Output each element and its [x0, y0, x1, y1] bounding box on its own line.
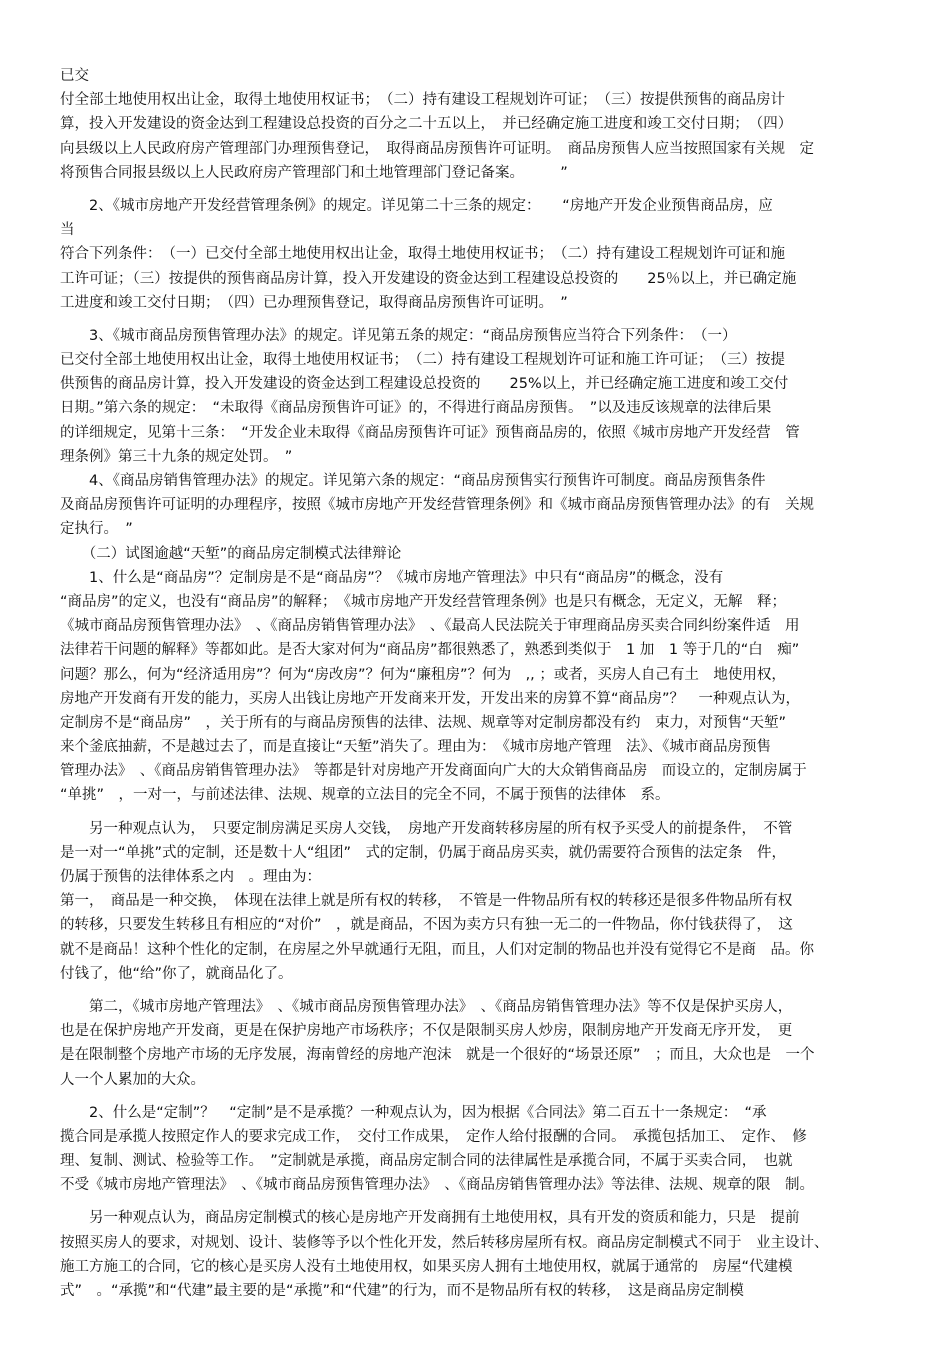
paragraph-gap [60, 1092, 895, 1101]
text-line: 也是在保护房地产开发商，更是在保护房地产市场秩序；不仅是限制买房人炒房，限制房地产开发商无序开发， 更 [60, 1023, 793, 1040]
paragraph-gap [60, 986, 895, 995]
text-line: 按照买房人的要求，对规划、设计、装修等予以个性化开发，然后转移房屋所有权。商品房定制模式不同于 业主设计、 [60, 1234, 829, 1251]
text-line: 已交付全部土地使用权出让金，取得土地使用权证书； （二）持有建设工程规划许可证和施工许可证； （三）按提 [60, 352, 785, 369]
text-line: 房地产开发商有开发的能力，买房人出钱让房地产开发商来开发，开发出来的房算不算“商品房”？ 一种观点认为， [60, 690, 801, 707]
paragraph-gap [60, 808, 895, 817]
text-line: 第一， 商品是一种交换， 体现在法律上就是所有权的转移， 不管是一件物品所有权的转移还是很多件物品所有权 [60, 893, 793, 910]
text-line: 符合下列条件： （一）已交付全部土地使用权出让金，取得土地使用权证书； （二）持有建设工程规划许可证和施 [60, 246, 785, 263]
text-line: 理条例》第三十九条的规定处罚。 ” [60, 448, 293, 465]
paragraph-gap [60, 315, 895, 324]
text-line: 将预售合同报县级以上人民政府房产管理部门和土地管理部门登记备案。 ” [60, 164, 568, 181]
text-line: 向县级以上人民政府房产管理部门办理预售登记， 取得商品房预售许可证明。 商品房预售人应当按照国家有关规 定 [60, 140, 814, 157]
text-line: 及商品房预售许可证明的办理程序，按照《城市房地产开发经营管理条例》和《城市商品房预售管理办法》的有 关规 [60, 497, 814, 514]
text-line: 施工方施工的合同，它的核心是买房人没有土地使用权，如果买房人拥有土地使用权，就属于通常的 房屋“代建模 [60, 1258, 793, 1275]
text-line: 付全部土地使用权出让金，取得土地使用权证书； （二）持有建设工程规划许可证； （三）按提供预售的商品房计 [60, 92, 785, 109]
text-line: 3、《城市商品房预售管理办法》的规定。详见第五条的规定：“商品房预售应当符合下列条件： （一） [60, 327, 737, 344]
text-line: 法律若干问题的解释》等都如此。是否大家对何为“商品房”都很熟悉了，熟悉到类似于 1 加 1 等于几的“白 痴” [60, 642, 800, 659]
text-line: 定执行。 ” [60, 521, 133, 538]
text-line: 式” 。“承揽”和“代建”最主要的是“承揽”和“代建”的行为，而不是物品所有权的转移， 这是商品房定制模 [60, 1283, 744, 1299]
text-line: 定制房不是“商品房” ，关于所有的与商品房预售的法律、法规、规章等对定制房都没有约 束力，对预售“天堑” [60, 714, 787, 731]
text-line: 供预售的商品房计算，投入开发建设的资金达到工程建设总投资的 25%以上，并已经确定施工进度和竣工交付 [60, 376, 789, 393]
text-line: 工许可证；（三）按提供的预售商品房计算，投入开发建设的资金达到工程建设总投资的 25％以上，并已确定施 [60, 270, 797, 287]
paragraph-gap [60, 1197, 895, 1206]
text-line: 是一对一“单挑”式的定制，还是数十人“组团” 式的定制，仍属于商品房买卖，就仍需要符合预售的法定条 件， [60, 844, 787, 861]
text-line: 已交 [60, 68, 89, 84]
text-line: “商品房”的定义，也没有“商品房”的解释； 《城市房地产开发经营管理条例》也是只有概念，无定义，无解 释； [60, 593, 787, 610]
text-line: 的详细规定，见第十三条： “开发企业未取得《商品房预售许可证》预售商品房的，依照《城市房地产开发经营 管 [60, 424, 800, 441]
document-body [60, 64, 895, 1303]
text-line: 当 [60, 222, 75, 239]
text-line: 第二，《城市房地产管理法》 、《城市商品房预售管理办法》 、《商品房销售管理办法》等不仅是保护买房人， [60, 998, 793, 1015]
text-line: 问题？那么，何为“经济适用房”？何为“房改房”？何为“廉租房”？何为 ,, ；或者，买房人自己有土 地使用权， [60, 666, 786, 683]
text-line: 另一种观点认为，商品房定制模式的核心是房地产开发商拥有土地使用权，具有开发的资质和能力，只是 提前 [60, 1210, 800, 1227]
text-line: 来个釜底抽薪，不是越过去了，而是直接让“天堑”消失了。理由为： 《城市房地产管理 法》、《城市商品房预售 [60, 739, 772, 756]
text-line: （二）试图逾越“天堑”的商品房定制模式法律辩论 [60, 545, 402, 562]
text-line: 另一种观点认为， 只要定制房满足买房人交钱， 房地产开发商转移房屋的所有权予买受人的前提条件， 不管 [60, 820, 793, 837]
text-line: “单挑” ，一对一，与前述法律、法规、规章的立法目的完全不同，不属于预售的法律体 系。 [60, 787, 670, 804]
text-line: 人一个人累加的大众。 [60, 1071, 205, 1088]
text-line: 仍属于预售的法律体系之内 。理由为： [60, 869, 321, 885]
text-line: 揽合同是承揽人按照定作人的要求完成工作， 交付工作成果， 定作人给付报酬的合同。 承揽包括加工、 定作、 修 [60, 1128, 807, 1145]
text-line: 是在限制整个房地产市场的无序发展，海南曾经的房地产泡沫 就是一个很好的“场景还原” ；而且，大众也是 一个 [60, 1047, 815, 1064]
paragraph-gap [60, 185, 895, 194]
text-line: 4、《商品房销售管理办法》的规定。详见第六条的规定：“商品房预售实行预售许可制度。商品房预售条件 [60, 473, 766, 489]
text-line: 2、《城市房地产开发经营管理条例》的规定。详见第二十三条的规定： “房地产开发企业预售商品房，应 [60, 197, 773, 214]
text-line: 管理办法》 、《商品房销售管理办法》 等都是针对房地产开发商面向广大的大众销售商品房 而设立的，定制房属于 [60, 763, 807, 780]
text-line: 不受《城市房地产管理法》 、《城市商品房预售管理办法》 、《商品房销售管理办法》等法律、法规、规章的限 制。 [60, 1177, 814, 1194]
text-line: 2、什么是“定制”？ “定制”是不是承揽？一种观点认为，因为根据《合同法》第二百五十一条规定： “承 [60, 1104, 767, 1121]
text-line: 理、复制、测试、检验等工作。 ”定制就是承揽，商品房定制合同的法律属性是承揽合同，不属于买卖合同， 也就 [60, 1153, 793, 1170]
text-line: 的转移，只要发生转移且有相应的“对价” ，就是商品，不因为卖方只有独一无二的一件物品，你付钱获得了， 这 [60, 917, 793, 934]
text-line: 工进度和竣工交付日期； （四）已办理预售登记，取得商品房预售许可证明。 ” [60, 294, 568, 311]
text-line: 算，投入开发建设的资金达到工程建设总投资的百分之二十五以上， 并已经确定施工进度和竣工交付日期； （四） [60, 116, 793, 133]
text-line: 《城市商品房预售管理办法》 、《商品房销售管理办法》 、《最高人民法院关于审理商品房买卖合同纠纷案件适 用 [60, 618, 800, 635]
text-line: 日期。”第六条的规定： “未取得《商品房预售许可证》的，不得进行商品房预售。 ”以及违反该规章的法律后果 [60, 400, 772, 417]
text-line: 1、什么是“商品房”？定制房是不是“商品房”？《城市房地产管理法》中只有“商品房”的概念，没有 [60, 569, 724, 586]
text-line: 就不是商品！这种个性化的定制，在房屋之外早就通行无阻，而且，人们对定制的物品也并没有觉得它不是商 品。你 [60, 941, 814, 958]
text-line: 付钱了，他“给”你了，就商品化了。 [60, 965, 293, 982]
